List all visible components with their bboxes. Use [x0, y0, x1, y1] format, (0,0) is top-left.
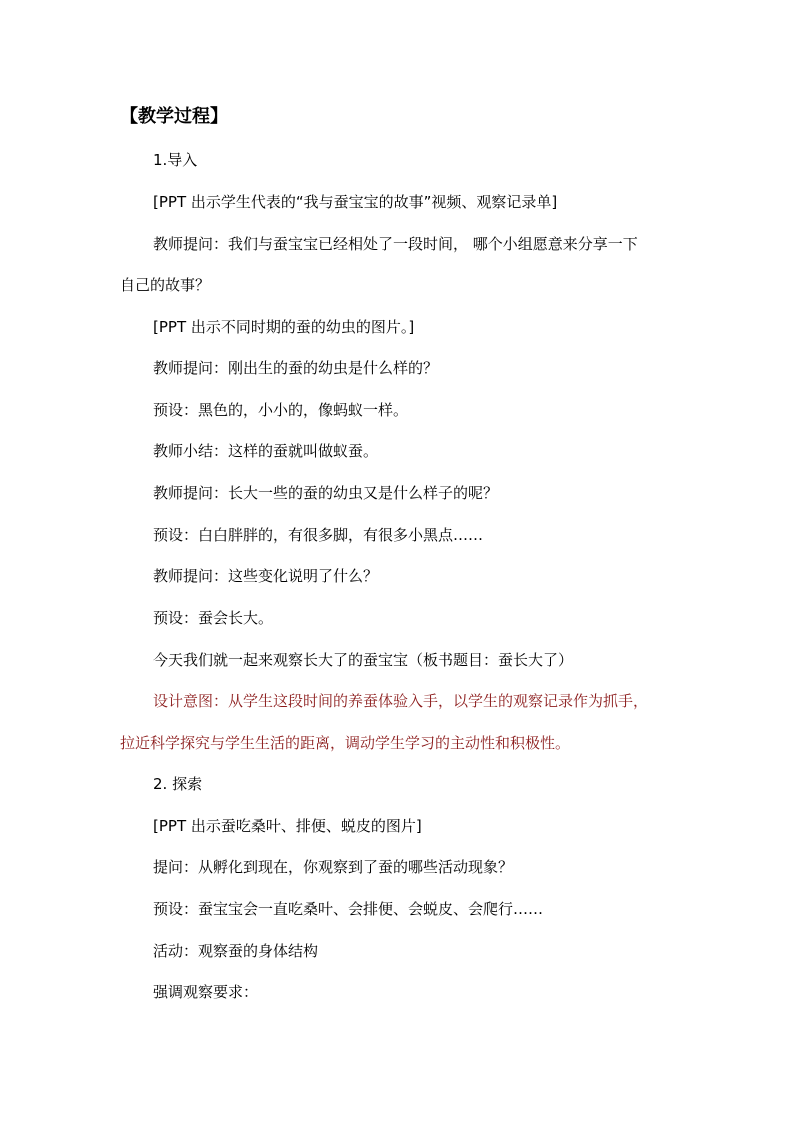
paragraph-line: 强调观察要求：	[153, 983, 259, 1001]
paragraph-line: 教师提问：我们与蚕宝宝已经相处了一段时间， 哪个小组愿意来分享一下	[153, 235, 638, 253]
ppt-note-1: [PPT 出示学生代表的“我与蚕宝宝的故事”视频、观察记录单]	[153, 193, 558, 211]
paragraph-line: 预设：黑色的，小小的，像蚂蚁一样。	[153, 401, 409, 419]
ppt-note-2: [PPT 出示不同时期的蚕的幼虫的图片。]	[153, 318, 415, 336]
step-explore-title: 2. 探索	[153, 775, 203, 793]
paragraph-line: 自己的故事？	[120, 276, 211, 294]
design-intent-line: 拉近科学探究与学生生活的距离，调动学生学习的主动性和积极性。	[120, 734, 571, 752]
ppt-note-3: [PPT 出示蚕吃桑叶、排便、蜕皮的图片]	[153, 817, 422, 835]
paragraph-line: 今天我们就一起来观察长大了的蚕宝宝（板书题目：蚕长大了）	[153, 651, 574, 669]
paragraph-line: 教师小结：这样的蚕就叫做蚁蚕。	[153, 442, 379, 460]
section-heading: 【教学过程】	[120, 106, 228, 127]
paragraph-line: 提问：从孵化到现在，你观察到了蚕的哪些活动现象？	[153, 858, 514, 876]
step-intro-title: 1.导入	[153, 151, 198, 169]
design-intent-line: 设计意图：从学生这段时间的养蚕体验入手，以学生的观察记录作为抓手，	[153, 692, 649, 710]
paragraph-line: 教师提问：长大一些的蚕的幼虫又是什么样子的呢？	[153, 484, 499, 502]
paragraph-line: 预设：白白胖胖的，有很多脚，有很多小黑点……	[153, 526, 484, 544]
paragraph-line: 教师提问：刚出生的蚕的幼虫是什么样的？	[153, 359, 439, 377]
paragraph-line: 教师提问：这些变化说明了什么？	[153, 567, 379, 585]
paragraph-line: 预设：蚕宝宝会一直吃桑叶、会排便、会蜕皮、会爬行……	[153, 900, 544, 918]
paragraph-line: 预设：蚕会长大。	[153, 609, 274, 627]
paragraph-line: 活动：观察蚕的身体结构	[153, 942, 319, 960]
